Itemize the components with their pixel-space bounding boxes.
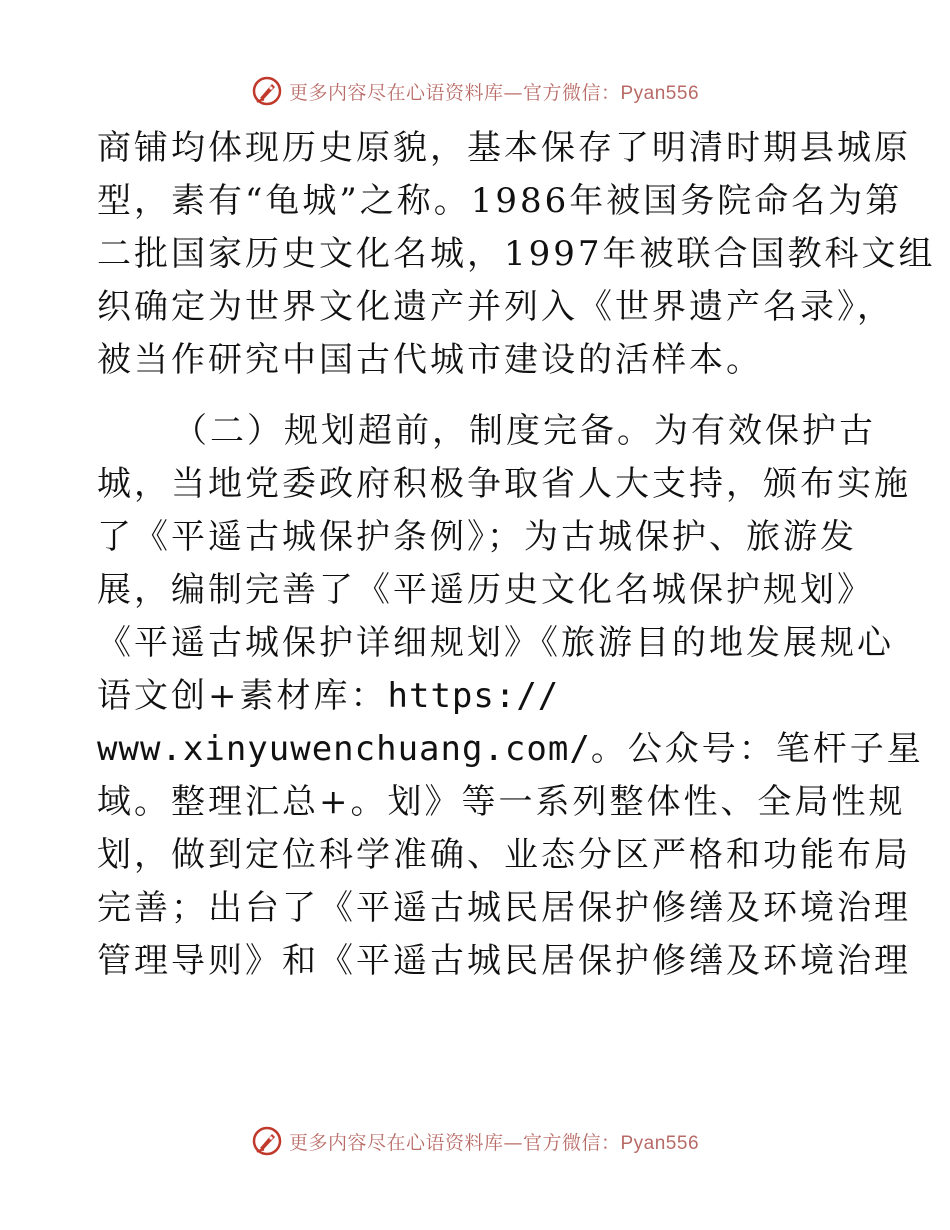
text-line: 商铺均体现历史原貌，基本保存了明清时期县城原 — [97, 128, 911, 168]
banner-official-label: 官方微信： — [522, 81, 621, 104]
text-line: 被当作研究中国古代城市建设的活样本。 — [97, 340, 763, 380]
banner-official-label: 官方微信： — [522, 1131, 621, 1154]
url-part-1: https:// — [387, 676, 560, 716]
url-part-2: www.xinyuwenchuang.com/ — [97, 729, 591, 769]
text-line: 划，做到定位科学准确、业态分区严格和功能布局 — [97, 835, 911, 875]
header-banner — [0, 71, 950, 111]
paragraph-1 — [97, 122, 936, 387]
source-label: 语文创+素材库： — [97, 676, 388, 716]
banner-dash: — — [503, 1131, 523, 1154]
document-body — [97, 122, 936, 988]
text-line — [97, 670, 867, 723]
pen-nib-logo-icon — [251, 1125, 283, 1157]
banner-wechat-id: Pyan556 — [620, 1132, 700, 1154]
banner-wechat-id: Pyan556 — [620, 82, 700, 104]
banner-main-text: 更多内容尽在心语资料库 — [288, 81, 504, 104]
banner-main-text: 更多内容尽在心语资料库 — [288, 1131, 504, 1154]
wechat-account-text: 。公众号：笔杆子星 — [590, 729, 924, 769]
paragraph-gap — [97, 387, 867, 405]
text-line: 了《平遥古城保护条例》；为古城保护、旅游发 — [97, 517, 857, 557]
text-line: 完善；出台了《平遥古城民居保护修缮及环境治理 — [97, 888, 911, 928]
text-line: 型，素有“龟城”之称。1986年被国务院命名为第 — [97, 181, 903, 221]
paragraph-2 — [97, 405, 924, 988]
banner-text — [289, 1128, 699, 1155]
banner-text — [289, 78, 699, 105]
text-line: 《平遥古城保护详细规划》《旅游目的地发展规心 — [97, 623, 894, 663]
banner-dash: — — [503, 81, 523, 104]
text-line: 二批国家历史文化名城，1997年被联合国教科文组 — [97, 234, 936, 274]
text-line: 城，当地党委政府积极争取省人大支持，颁布实施 — [97, 464, 911, 504]
pen-nib-logo-icon — [251, 75, 283, 107]
text-line: 织确定为世界文化遗产并列入《世界遗产名录》， — [97, 287, 894, 327]
text-line — [97, 723, 924, 776]
text-line: 展，编制完善了《平遥历史文化名城保护规划》 — [97, 570, 874, 610]
text-line: 域。整理汇总+。划》等一系列整体性、全局性规 — [97, 782, 906, 822]
text-line: 管理导则》和《平遥古城民居保护修缮及环境治理 — [97, 941, 911, 981]
footer-banner — [0, 1121, 950, 1161]
section-heading-line: （二）规划超前，制度完备。为有效保护古 — [173, 411, 876, 451]
